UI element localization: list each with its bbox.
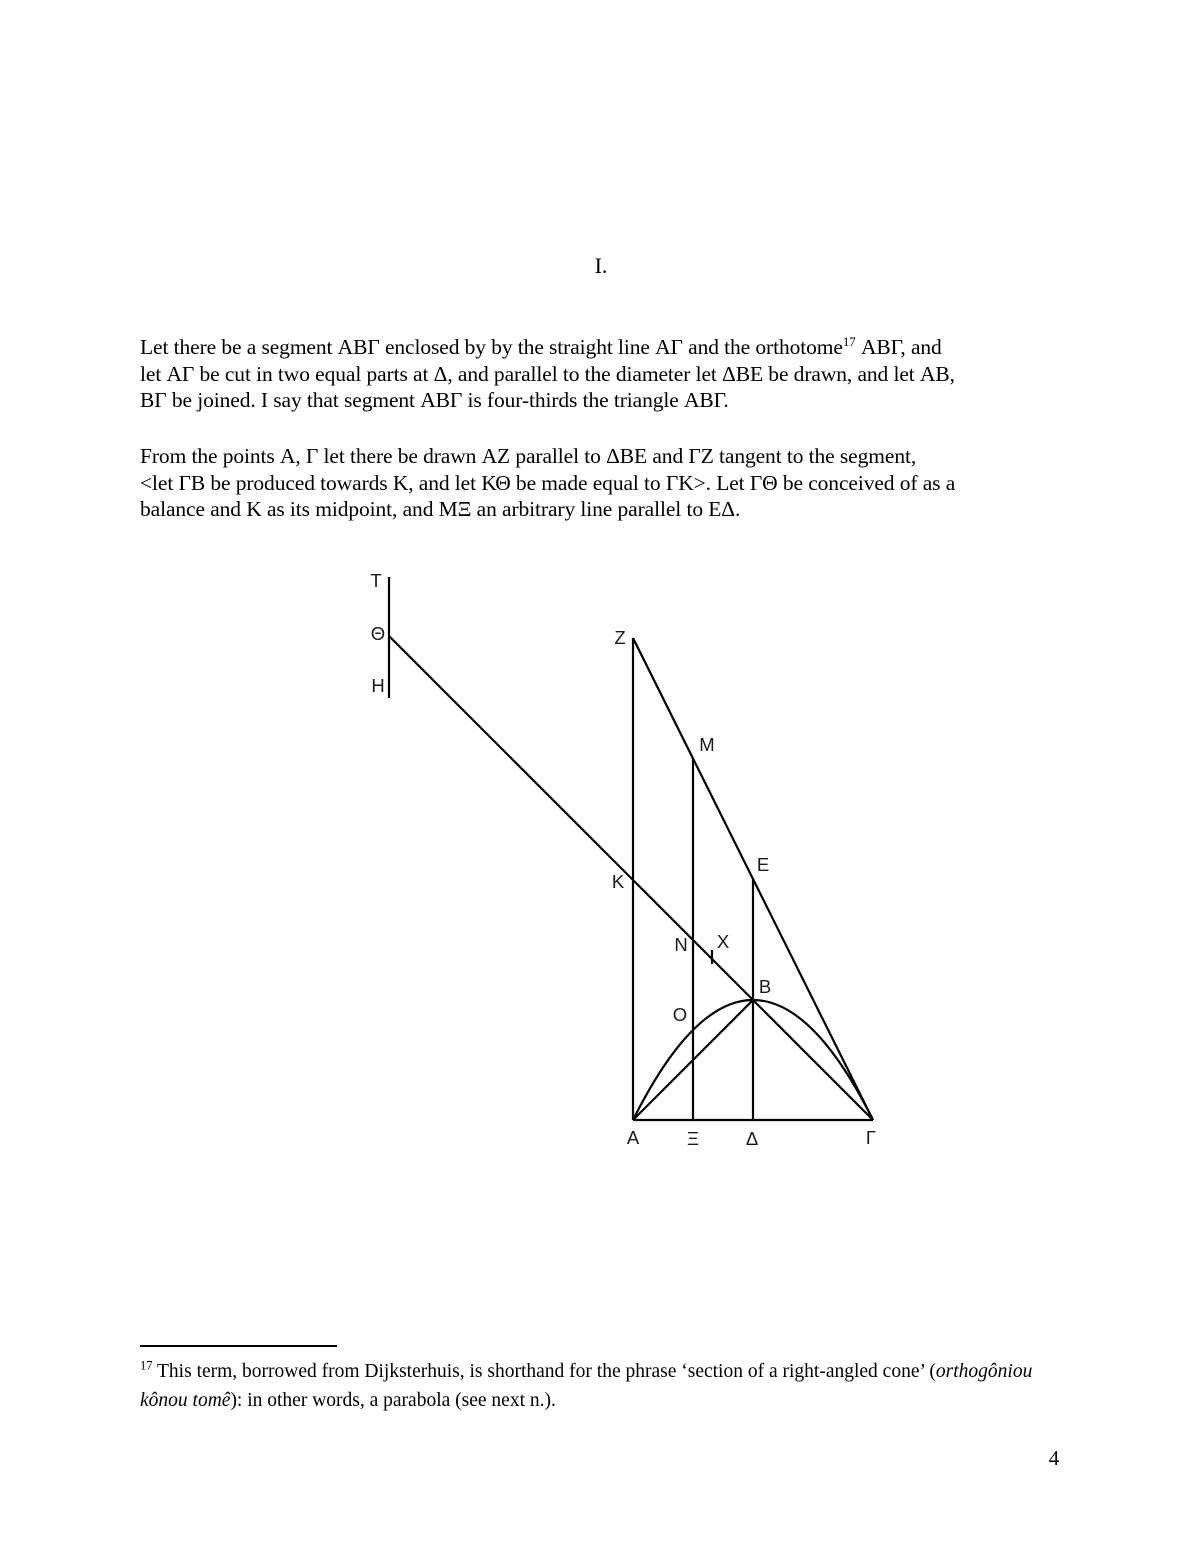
footnote-line [140,1386,1075,1415]
point-label-omicron: Ο [672,1004,688,1025]
text-run: This term, borrowed from Dijksterhuis, is shorthand for the phrase ‘section of a right-angled cone’ ( [152,1361,936,1382]
point-label-epsilon: Ε [756,854,770,875]
footnote-reference-17: 17 [842,333,856,349]
italic-greek-transliteration: orthogôniou [935,1361,1033,1382]
line-theta-gamma-balance [389,636,873,1120]
geometry-diagram [360,565,890,1160]
paragraph-line [140,334,1070,361]
paragraph-line: <let ΓΒ be produced towards Κ, and let ΚΘ be made equal to ΓΚ>. Let ΓΘ be conceived of as a [140,470,956,495]
point-label-gamma: Γ [865,1127,877,1148]
point-label-chi: Χ [716,931,730,952]
paragraph-statement [140,334,1070,414]
text-run: ΑΒΓ, and [855,335,942,359]
italic-greek-transliteration: kônou tomê [140,1390,231,1411]
point-label-mu: Μ [699,734,715,755]
footnote-line [140,1357,1075,1386]
paragraph-line: ΒΓ be joined. I say that segment ΑΒΓ is four-thirds the triangle ΑΒΓ. [140,388,729,413]
footnote-marker: 17 [140,1358,153,1373]
paragraph-line: balance and Κ as its midpoint, and ΜΞ an arbitrary line parallel to ΕΔ. [140,497,741,522]
text-run: Let there be a segment ΑΒΓ enclosed by by the straight line ΑΓ and the orthotome [140,335,843,359]
paragraph-line: From the points Α, Γ let there be drawn ΑΖ parallel to ΔΒΕ and ΓΖ tangent to the segment, [140,444,917,468]
paragraph-line: let ΑΓ be cut in two equal parts at Δ, and parallel to the diameter let ΔΒΕ be drawn, and let ΑΒ, [140,361,955,386]
point-label-nu: Ν [674,934,688,955]
point-label-theta: Θ [370,623,386,644]
point-label-zeta: Ζ [614,627,626,648]
page-number: 4 [1048,1446,1060,1470]
footnote [140,1357,1075,1415]
paragraph-construction [140,443,1070,523]
point-label-kappa: Κ [611,871,625,892]
point-label-eta: Η [371,675,385,696]
point-label-beta: Β [758,976,772,997]
point-label-delta: Δ [745,1128,759,1149]
point-label-alpha: Α [626,1127,640,1148]
text-run: ): in other words, a parabola (see next n.). [230,1390,556,1411]
point-label-tau: Τ [370,570,382,591]
section-title: I. [594,253,608,278]
point-label-xi: Ξ [686,1128,700,1149]
footnote-separator-rule [140,1345,337,1347]
